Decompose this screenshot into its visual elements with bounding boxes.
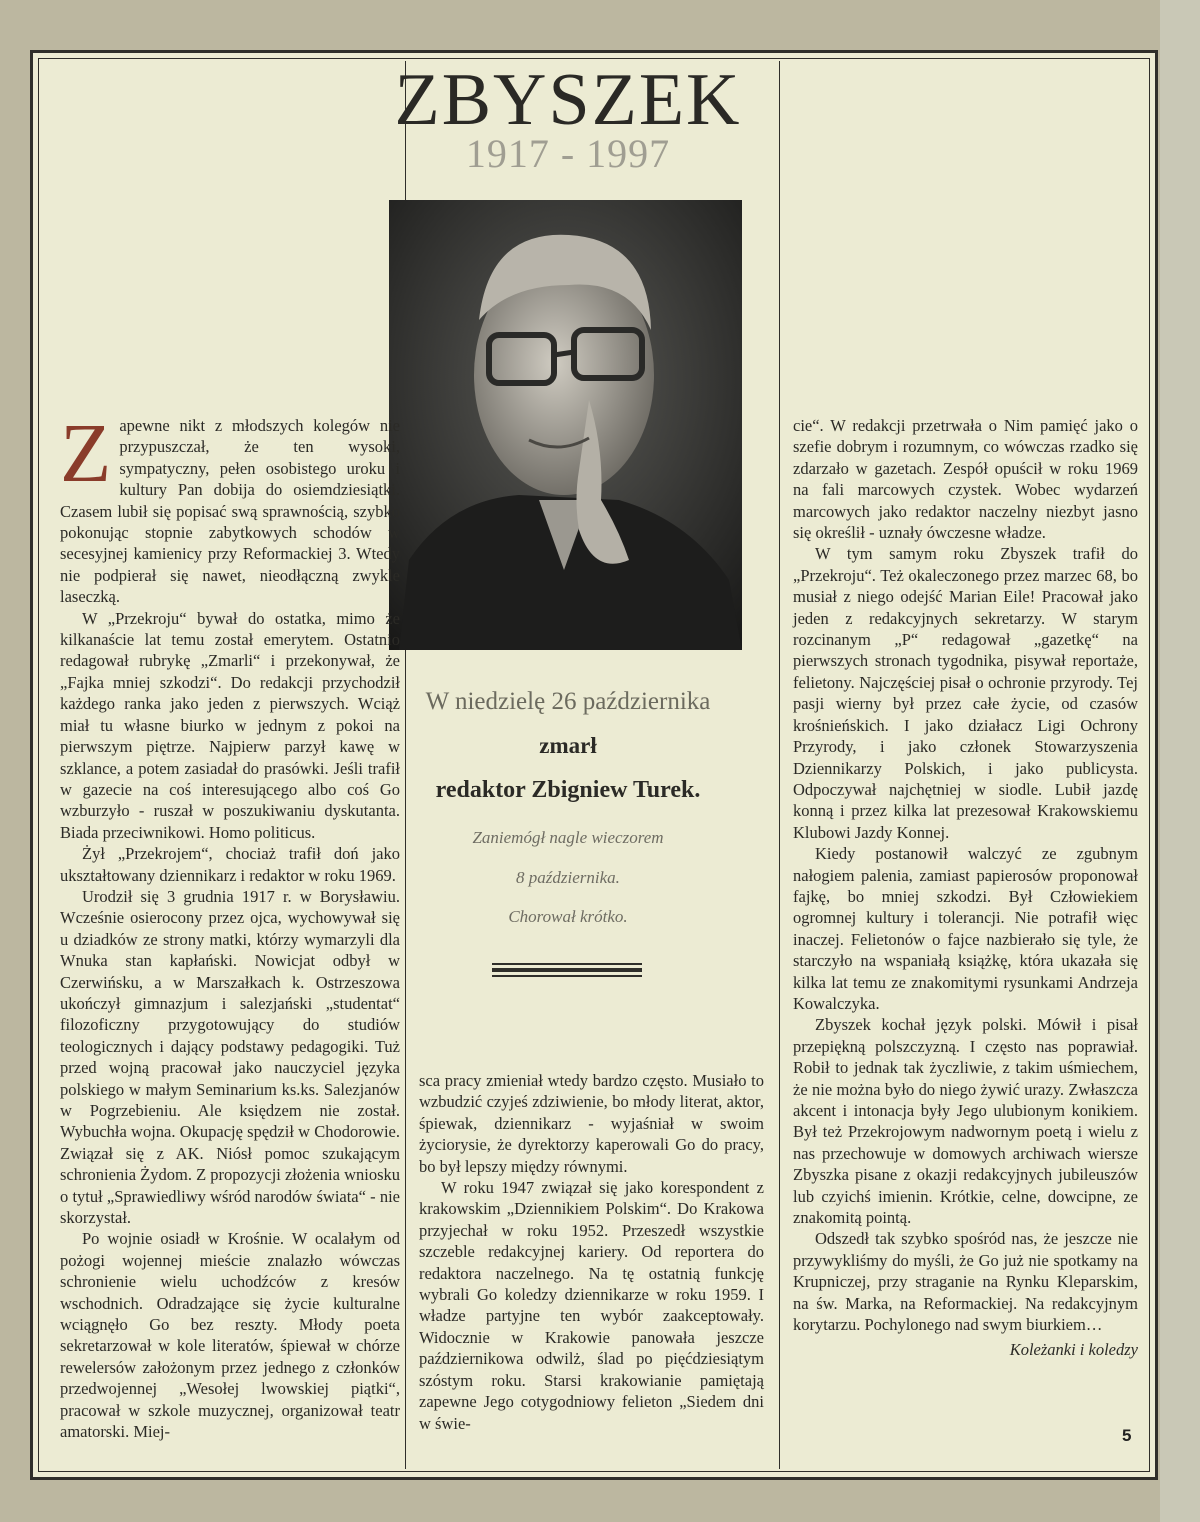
portrait-photo-icon [389, 200, 742, 650]
article-title: ZBYSZEK [394, 59, 742, 141]
announcement-line-3: Chorował krótko. [508, 907, 628, 926]
column-rule-right [779, 61, 780, 1469]
paragraph: Zapewne nikt z młodszych kolegów nie przypuszczał, że ten wysoki, sympatyczny, pełen osobistego uroku i kultury Pan dobija do osiemdziesiątki. Czasem lubił się popisać swą sprawnością, szybko pokonując stopnie zabytkowych schodów w secesyjnej kamienicy przy Reformackiej 3. Wtedy nie podpierał się nawet, nieodłączną zwykle laseczką. [60, 407, 400, 607]
announcement-date: W niedzielę 26 października [425, 688, 711, 715]
paragraph: W „Przekroju“ bywał do ostatka, mimo że kilkanaście lat temu został emerytem. Ostatnio redagował rubrykę „Zmarli“ i przekonywał, że „Fajka mniej szkodzi“. Do redakcji przychodził każdego ranka jako jeden z pierwszych. Wciąż miał tu własne biurko w jednym z pokoi na pierwszym piętrze. Najpierw parzył kawę w szklance, a potem zasiadał do prasówki. Jeśli trafił w gazecie na coś interesującego albo coś Go wzburzyło - ruszał w poszukiwaniu dyskutanta. Biada przeciwnikowi. Homo politicus. [60, 608, 400, 842]
announcement-line-2: 8 października. [516, 868, 620, 887]
paragraph: cie“. W redakcji przetrwała o Nim pamięć jako o szefie dobrym i rozumnym, co wówczas rzadko się zdarzało w gazetach. Zespół opuścił w roku 1969 na fali marcowych czystek. Wobec wydarzeń marcowych jako redaktor naczelny niezbyt jasno się określił - uznały ówczesne władze. [793, 416, 1138, 543]
announcement-name: redaktor Zbigniew Turek. [435, 777, 701, 803]
paragraph: Kiedy postanowił walczyć ze zgubnym nałogiem palenia, zamiast papierosów proponował fajkę, bo mniej szkodzi. Był Człowiekiem ogromnej kultury i tolerancji. Nie potrafił więc inaczej. Felietonów o fajce nazbierało się tyle, że starczyło na wspaniałą książkę, która ukazała się kilka lat temu ze znakomitymi rysunkami Andrzeja Kowalczyka. [793, 844, 1138, 1013]
drop-cap: Z [60, 407, 112, 500]
column-left [60, 407, 400, 1443]
article-years: 1917 - 1997 [465, 131, 671, 176]
paragraph: Odszedł tak szybko spośród nas, że jeszcze nie przywykliśmy do myśli, że Go już nie spotkamy na Krupniczej, przy straganie na Rynku Kleparskim, na św. Marka, na Reformackiej. Na redakcyjnym korytarzu. Pochylonego nad swym biurkiem… [793, 1229, 1138, 1335]
announcement-died: zmarł [539, 733, 597, 758]
announcement-line-1: Zaniemógł nagle wieczorem [472, 828, 664, 847]
signature: Koleżanki i koledzy [1009, 1340, 1138, 1360]
column-middle [419, 1070, 764, 1434]
adjacent-page-edge [1160, 0, 1200, 1522]
paragraph: W tym samym roku Zbyszek trafił do „Przekroju“. Też okaleczonego przez marzec 68, bo musiał z niego odejść Marian Eile! Pracował jako jeden z redakcyjnych sekretarzy. W starym rozcinanym „P“ redagował „gazetkę“ na pierwszych stronach tygodnika, pisywał reportaże, felietony. Najczęściej pisał o ochronie przyrody. Tej pasji wierny był przez całe życie, od czasów krośnieńskich. I jako działacz Ligi Ochrony Przyrody, i jako członek Stowarzyszenia Dziennikarzy Polskich, i jako publicysta. Odpoczywał najchętniej w siodle. Lubił jazdę konną i przez kilka lat prezesował Krakowskiemu Klubowi Jazdy Konnej. [793, 544, 1138, 842]
paragraph: sca pracy zmieniał wtedy bardzo często. Musiało to wzbudzić czyjeś zdziwienie, bo młody literat, aktor, śpiewak, dziennikarz - wyjaśniał w swoim życiorysie, że dyrektorzy kaperowali Go do pracy, bo był lepszy między równymi. [419, 1071, 764, 1176]
paragraph: Zbyszek kochał język polski. Mówił i pisał przepiękną polszczyzną. I często nas poprawiał. Robił to jednak tak życzliwie, z takim uśmiechem, że nie można było do niego żywić urazy. Zwłaszcza akcent i intonacja były Jego ulubionym konikiem. Był też Przekrojowym nadwornym poetą i wielu z nas przechowuje w domowych archiwach wiersze Zbyszka pisane z okazji redakcyjnych jubileuszów lub czyichś imienin. Krótkie, celne, dowcipne, ze znakomitą pointą. [793, 1015, 1138, 1228]
paragraph: Żył „Przekrojem“, chociaż trafił doń jako ukształtowany dziennikarz i redaktor w roku 1969. [60, 844, 400, 885]
column-right [793, 415, 1138, 1361]
paragraph: W roku 1947 związał się jako korespondent z krakowskim „Dziennikiem Polskim“. Do Krakowa przyjechał w roku 1952. Przeszedł wszystkie szczeble redakcyjnej kariery. Od reportera do redaktora naczelnego. Na tę ostatnią funkcję wybrali Go koledzy dziennikarze w roku 1959. I władze partyjne ten wybór zaakceptowały. Widocznie w Krakowie panowała jeszcze październikowa odwilż, ślad po pięćdziesiątym szóstym roku. Starsi krakowianie pamiętają zapewne Jego cotygodniowy felieton „Siedem dni w świe- [419, 1178, 764, 1433]
page-number: 5 [1122, 1426, 1132, 1445]
portrait-photo [389, 200, 742, 650]
paragraph: Po wojnie osiadł w Krośnie. W ocalałym od pożogi wojennej mieście znalazło wówczas schronienie wielu uchodźców z kresów wschodnich. Odradzające się życie kulturalne wciągnęło Go bez reszty. Młody poeta sekretarzował w kole literatów, śpiewał w chórze rewelersów założonym przez jednego z członków przedwojennej „Wesołej lwowskiej piątki“, pracował w szkole muzycznej, organizował teatr amatorski. Miej- [60, 1229, 400, 1442]
paragraph: Urodził się 3 grudnia 1917 r. w Borysławiu. Wcześnie osierocony przez ojca, wychowywał się u dziadków ze strony matki, którzy wymarzyli dla Wnuka stan kapłański. Nowicjat odbył w Czerwińsku, a w Marszałkach k. Ostrzeszowa ukończył gimnazjum i salezjański „studentat“ filozoficzny przygotowujący do studiów teologicznych i dający podstawy pedagogiki. Tuż przed wojną pracował jako nauczyciel języka polskiego w małym Seminarium ks.ks. Salezjanów w Pogrzebieniu. Ale księdzem nie został. Wybuchła wojna. Okupację spędził w Chodorowie. Związał się z AK. Niósł pomoc szukającym schronienia Żydom. Z propozycji złożenia wniosku o tytuł „Sprawiedliwy wśród narodów świata“ - nie skorzystał. [60, 886, 400, 1228]
ornament-divider [492, 963, 642, 980]
